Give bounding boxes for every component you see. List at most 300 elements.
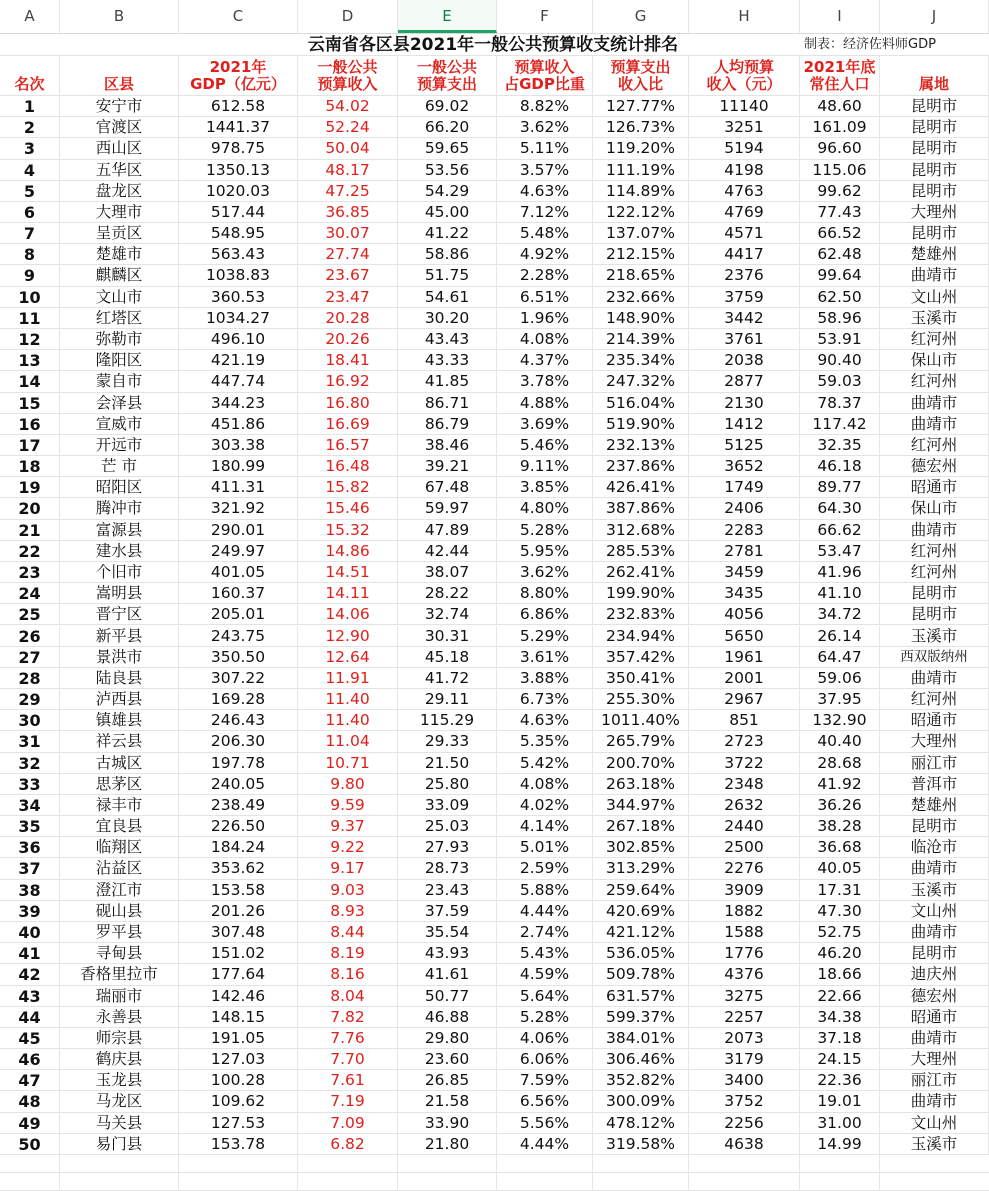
cell-expenditure[interactable]: 43.93: [398, 943, 497, 964]
cell-per_capita[interactable]: 3761: [689, 329, 800, 350]
cell-gdp[interactable]: 206.30: [179, 731, 298, 752]
cell-county[interactable]: 宜良县: [60, 816, 179, 837]
cell-revenue[interactable]: 14.06: [298, 604, 398, 625]
cell-rev_gdp[interactable]: 3.62%: [497, 562, 593, 583]
cell-per_capita[interactable]: 5194: [689, 138, 800, 159]
cell-population[interactable]: 41.92: [800, 774, 880, 795]
cell-county[interactable]: 安宁市: [60, 96, 179, 117]
cell-county[interactable]: 会泽县: [60, 393, 179, 414]
cell-population[interactable]: 99.62: [800, 181, 880, 202]
cell-population[interactable]: 90.40: [800, 350, 880, 371]
cell-expenditure[interactable]: 28.73: [398, 858, 497, 879]
cell-revenue[interactable]: 8.93: [298, 901, 398, 922]
cell-per_capita[interactable]: 3179: [689, 1049, 800, 1070]
cell-city[interactable]: 玉溪市: [880, 1134, 989, 1155]
cell-per_capita[interactable]: 2723: [689, 731, 800, 752]
cell-gdp[interactable]: 1441.37: [179, 117, 298, 138]
cell-city[interactable]: 大理州: [880, 731, 989, 752]
cell-exp_rev[interactable]: 319.58%: [593, 1134, 689, 1155]
cell-revenue[interactable]: 16.80: [298, 393, 398, 414]
cell-per_capita[interactable]: 2038: [689, 350, 800, 371]
cell-per_capita[interactable]: 1588: [689, 922, 800, 943]
cell-population[interactable]: 48.60: [800, 96, 880, 117]
column-header-a[interactable]: A: [0, 0, 60, 33]
cell-gdp[interactable]: 303.38: [179, 435, 298, 456]
cell-county[interactable]: 嵩明县: [60, 583, 179, 604]
cell-exp_rev[interactable]: 114.89%: [593, 181, 689, 202]
cell-per_capita[interactable]: 3759: [689, 287, 800, 308]
cell-rev_gdp[interactable]: 4.44%: [497, 1134, 593, 1155]
cell-per_capita[interactable]: 3909: [689, 880, 800, 901]
cell-population[interactable]: 47.30: [800, 901, 880, 922]
cell-population[interactable]: 96.60: [800, 138, 880, 159]
cell-population[interactable]: 66.62: [800, 520, 880, 541]
cell-revenue[interactable]: 20.28: [298, 308, 398, 329]
cell-per_capita[interactable]: 2001: [689, 668, 800, 689]
cell-population[interactable]: 24.15: [800, 1049, 880, 1070]
cell-revenue[interactable]: 6.82: [298, 1134, 398, 1155]
cell-rank[interactable]: 14: [0, 371, 60, 392]
cell-gdp[interactable]: 978.75: [179, 138, 298, 159]
cell-expenditure[interactable]: 69.02: [398, 96, 497, 117]
table-row[interactable]: [0, 520, 989, 541]
cell-rank[interactable]: 8: [0, 244, 60, 265]
cell-population[interactable]: 117.42: [800, 414, 880, 435]
cell-gdp[interactable]: 249.97: [179, 541, 298, 562]
cell-city[interactable]: 楚雄州: [880, 244, 989, 265]
cell-revenue[interactable]: 30.07: [298, 223, 398, 244]
cell-rank[interactable]: 37: [0, 858, 60, 879]
cell-per_capita[interactable]: 1749: [689, 477, 800, 498]
cell-exp_rev[interactable]: 247.32%: [593, 371, 689, 392]
cell-per_capita[interactable]: 4769: [689, 202, 800, 223]
cell-rank[interactable]: 38: [0, 880, 60, 901]
cell-expenditure[interactable]: 29.11: [398, 689, 497, 710]
cell-exp_rev[interactable]: 313.29%: [593, 858, 689, 879]
cell-rev_gdp[interactable]: 5.88%: [497, 880, 593, 901]
cell-per_capita[interactable]: 4056: [689, 604, 800, 625]
cell-revenue[interactable]: 14.11: [298, 583, 398, 604]
cell-gdp[interactable]: 307.48: [179, 922, 298, 943]
cell-per_capita[interactable]: 2877: [689, 371, 800, 392]
cell-city[interactable]: 曲靖市: [880, 1091, 989, 1112]
table-row[interactable]: [0, 689, 989, 710]
cell-revenue[interactable]: 54.02: [298, 96, 398, 117]
cell-revenue[interactable]: 7.76: [298, 1028, 398, 1049]
cell-expenditure[interactable]: 23.60: [398, 1049, 497, 1070]
cell-gdp[interactable]: 169.28: [179, 689, 298, 710]
cell-revenue[interactable]: 15.82: [298, 477, 398, 498]
cell-city[interactable]: 曲靖市: [880, 922, 989, 943]
cell-rank[interactable]: 26: [0, 626, 60, 647]
cell-population[interactable]: 22.66: [800, 986, 880, 1007]
cell-expenditure[interactable]: 23.43: [398, 880, 497, 901]
cell-expenditure[interactable]: 38.46: [398, 435, 497, 456]
cell-county[interactable]: 富源县: [60, 520, 179, 541]
cell-per_capita[interactable]: 5650: [689, 626, 800, 647]
cell-rev_gdp[interactable]: 3.85%: [497, 477, 593, 498]
cell-population[interactable]: 132.90: [800, 710, 880, 731]
cell-exp_rev[interactable]: 306.46%: [593, 1049, 689, 1070]
cell-revenue[interactable]: 8.44: [298, 922, 398, 943]
cell-county[interactable]: 蒙自市: [60, 371, 179, 392]
cell-per_capita[interactable]: 3400: [689, 1070, 800, 1091]
cell-expenditure[interactable]: 37.59: [398, 901, 497, 922]
cell-rev_gdp[interactable]: 5.56%: [497, 1113, 593, 1134]
cell-county[interactable]: 易门县: [60, 1134, 179, 1155]
cell-revenue[interactable]: 9.17: [298, 858, 398, 879]
cell-per_capita[interactable]: 3275: [689, 986, 800, 1007]
cell-gdp[interactable]: 353.62: [179, 858, 298, 879]
empty-row[interactable]: [0, 1173, 989, 1191]
cell-rev_gdp[interactable]: 4.14%: [497, 816, 593, 837]
cell-rev_gdp[interactable]: 5.35%: [497, 731, 593, 752]
cell-per_capita[interactable]: 3752: [689, 1091, 800, 1112]
table-row[interactable]: [0, 562, 989, 583]
cell-rev_gdp[interactable]: 3.57%: [497, 160, 593, 181]
cell-rank[interactable]: 47: [0, 1070, 60, 1091]
cell-rev_gdp[interactable]: 6.73%: [497, 689, 593, 710]
cell-rank[interactable]: 24: [0, 583, 60, 604]
cell-population[interactable]: 36.26: [800, 795, 880, 816]
header-city[interactable]: [880, 56, 989, 96]
cell-exp_rev[interactable]: 111.19%: [593, 160, 689, 181]
cell-gdp[interactable]: 226.50: [179, 816, 298, 837]
cell-per_capita[interactable]: 3442: [689, 308, 800, 329]
cell-revenue[interactable]: 10.71: [298, 753, 398, 774]
cell-per_capita[interactable]: 4571: [689, 223, 800, 244]
column-header-c[interactable]: C: [179, 0, 298, 33]
table-row[interactable]: [0, 371, 989, 392]
cell-rank[interactable]: 4: [0, 160, 60, 181]
cell-rank[interactable]: 19: [0, 477, 60, 498]
table-row[interactable]: [0, 774, 989, 795]
cell-city[interactable]: 西双版纳州: [880, 647, 989, 668]
cell-expenditure[interactable]: 86.71: [398, 393, 497, 414]
cell-per_capita[interactable]: 1412: [689, 414, 800, 435]
cell-population[interactable]: 40.05: [800, 858, 880, 879]
cell-exp_rev[interactable]: 631.57%: [593, 986, 689, 1007]
cell-city[interactable]: 昆明市: [880, 816, 989, 837]
cell-city[interactable]: 昭通市: [880, 710, 989, 731]
cell-city[interactable]: 曲靖市: [880, 520, 989, 541]
cell-expenditure[interactable]: 42.44: [398, 541, 497, 562]
header-population[interactable]: [800, 56, 880, 96]
header-gdp[interactable]: [179, 56, 298, 96]
cell-city[interactable]: 昆明市: [880, 223, 989, 244]
cell-county[interactable]: 文山市: [60, 287, 179, 308]
cell-population[interactable]: 77.43: [800, 202, 880, 223]
cell-revenue[interactable]: 12.64: [298, 647, 398, 668]
cell-city[interactable]: 玉溪市: [880, 308, 989, 329]
cell-expenditure[interactable]: 33.90: [398, 1113, 497, 1134]
cell-rev_gdp[interactable]: 6.51%: [497, 287, 593, 308]
cell-county[interactable]: 西山区: [60, 138, 179, 159]
cell-revenue[interactable]: 27.74: [298, 244, 398, 265]
cell-county[interactable]: 官渡区: [60, 117, 179, 138]
cell-revenue[interactable]: 48.17: [298, 160, 398, 181]
cell-county[interactable]: 砚山县: [60, 901, 179, 922]
cell-gdp[interactable]: 142.46: [179, 986, 298, 1007]
table-row[interactable]: [0, 435, 989, 456]
cell-population[interactable]: 89.77: [800, 477, 880, 498]
cell-county[interactable]: 麒麟区: [60, 265, 179, 286]
cell-county[interactable]: 开远市: [60, 435, 179, 456]
column-header-d[interactable]: D: [298, 0, 398, 33]
cell-population[interactable]: 59.06: [800, 668, 880, 689]
cell-county[interactable]: 沾益区: [60, 858, 179, 879]
cell-exp_rev[interactable]: 384.01%: [593, 1028, 689, 1049]
cell-per_capita[interactable]: 2967: [689, 689, 800, 710]
column-header-j[interactable]: J: [880, 0, 989, 33]
table-row[interactable]: [0, 456, 989, 477]
cell-expenditure[interactable]: 86.79: [398, 414, 497, 435]
table-row[interactable]: [0, 265, 989, 286]
cell-expenditure[interactable]: 41.61: [398, 964, 497, 985]
cell-population[interactable]: 64.30: [800, 498, 880, 519]
cell-population[interactable]: 36.68: [800, 837, 880, 858]
cell-city[interactable]: 德宏州: [880, 456, 989, 477]
cell-rev_gdp[interactable]: 5.01%: [497, 837, 593, 858]
cell-rank[interactable]: 31: [0, 731, 60, 752]
cell-rank[interactable]: 46: [0, 1049, 60, 1070]
cell-expenditure[interactable]: 33.09: [398, 795, 497, 816]
cell-city[interactable]: 大理州: [880, 1049, 989, 1070]
header-expenditure[interactable]: [398, 56, 497, 96]
cell-city[interactable]: 保山市: [880, 350, 989, 371]
cell-expenditure[interactable]: 59.97: [398, 498, 497, 519]
header-county[interactable]: [60, 56, 179, 96]
cell-county[interactable]: 大理市: [60, 202, 179, 223]
cell-gdp[interactable]: 243.75: [179, 626, 298, 647]
cell-city[interactable]: 昆明市: [880, 96, 989, 117]
table-row[interactable]: [0, 1070, 989, 1091]
cell-revenue[interactable]: 9.37: [298, 816, 398, 837]
cell-expenditure[interactable]: 21.80: [398, 1134, 497, 1155]
table-row[interactable]: [0, 138, 989, 159]
cell-city[interactable]: 曲靖市: [880, 858, 989, 879]
cell-rev_gdp[interactable]: 4.80%: [497, 498, 593, 519]
cell-gdp[interactable]: 350.50: [179, 647, 298, 668]
cell-rank[interactable]: 23: [0, 562, 60, 583]
cell-revenue[interactable]: 7.19: [298, 1091, 398, 1112]
cell-city[interactable]: 曲靖市: [880, 1028, 989, 1049]
cell-rev_gdp[interactable]: 8.80%: [497, 583, 593, 604]
cell-expenditure[interactable]: 39.21: [398, 456, 497, 477]
cell-rank[interactable]: 16: [0, 414, 60, 435]
cell-revenue[interactable]: 11.40: [298, 689, 398, 710]
cell-gdp[interactable]: 160.37: [179, 583, 298, 604]
cell-population[interactable]: 41.96: [800, 562, 880, 583]
cell-population[interactable]: 40.40: [800, 731, 880, 752]
cell-per_capita[interactable]: 4763: [689, 181, 800, 202]
cell-expenditure[interactable]: 43.33: [398, 350, 497, 371]
cell-gdp[interactable]: 151.02: [179, 943, 298, 964]
cell-gdp[interactable]: 451.86: [179, 414, 298, 435]
cell-rev_gdp[interactable]: 5.48%: [497, 223, 593, 244]
cell-revenue[interactable]: 11.40: [298, 710, 398, 731]
cell-gdp[interactable]: 109.62: [179, 1091, 298, 1112]
cell-per_capita[interactable]: 3435: [689, 583, 800, 604]
column-header-e[interactable]: E: [398, 0, 497, 33]
header-rank[interactable]: [0, 56, 60, 96]
cell-exp_rev[interactable]: 478.12%: [593, 1113, 689, 1134]
cell-gdp[interactable]: 1020.03: [179, 181, 298, 202]
cell-exp_rev[interactable]: 232.66%: [593, 287, 689, 308]
cell-expenditure[interactable]: 26.85: [398, 1070, 497, 1091]
cell-county[interactable]: 澄江市: [60, 880, 179, 901]
cell-rev_gdp[interactable]: 2.74%: [497, 922, 593, 943]
cell-city[interactable]: 文山州: [880, 287, 989, 308]
cell-population[interactable]: 17.31: [800, 880, 880, 901]
cell-exp_rev[interactable]: 387.86%: [593, 498, 689, 519]
cell-rank[interactable]: 36: [0, 837, 60, 858]
cell-exp_rev[interactable]: 516.04%: [593, 393, 689, 414]
cell-rank[interactable]: 10: [0, 287, 60, 308]
cell-expenditure[interactable]: 30.20: [398, 308, 497, 329]
cell-exp_rev[interactable]: 285.53%: [593, 541, 689, 562]
cell-city[interactable]: 大理州: [880, 202, 989, 223]
cell-rev_gdp[interactable]: 7.12%: [497, 202, 593, 223]
cell-per_capita[interactable]: 3652: [689, 456, 800, 477]
cell-city[interactable]: 玉溪市: [880, 880, 989, 901]
cell-revenue[interactable]: 23.47: [298, 287, 398, 308]
cell-county[interactable]: 红塔区: [60, 308, 179, 329]
cell-rank[interactable]: 50: [0, 1134, 60, 1155]
cell-gdp[interactable]: 205.01: [179, 604, 298, 625]
cell-rank[interactable]: 5: [0, 181, 60, 202]
cell-city[interactable]: 玉溪市: [880, 626, 989, 647]
cell-expenditure[interactable]: 50.77: [398, 986, 497, 1007]
cell-gdp[interactable]: 421.19: [179, 350, 298, 371]
cell-rank[interactable]: 35: [0, 816, 60, 837]
cell-gdp[interactable]: 447.74: [179, 371, 298, 392]
cell-expenditure[interactable]: 25.80: [398, 774, 497, 795]
table-row[interactable]: [0, 287, 989, 308]
cell-rank[interactable]: 29: [0, 689, 60, 710]
cell-population[interactable]: 53.47: [800, 541, 880, 562]
cell-population[interactable]: 46.18: [800, 456, 880, 477]
cell-city[interactable]: 红河州: [880, 435, 989, 456]
cell-rank[interactable]: 11: [0, 308, 60, 329]
cell-county[interactable]: 宣威市: [60, 414, 179, 435]
cell-revenue[interactable]: 8.04: [298, 986, 398, 1007]
cell-gdp[interactable]: 127.03: [179, 1049, 298, 1070]
cell-expenditure[interactable]: 41.72: [398, 668, 497, 689]
cell-revenue[interactable]: 36.85: [298, 202, 398, 223]
cell-exp_rev[interactable]: 255.30%: [593, 689, 689, 710]
cell-rank[interactable]: 1: [0, 96, 60, 117]
cell-exp_rev[interactable]: 344.97%: [593, 795, 689, 816]
cell-population[interactable]: 38.28: [800, 816, 880, 837]
cell-county[interactable]: 祥云县: [60, 731, 179, 752]
cell-rev_gdp[interactable]: 4.63%: [497, 181, 593, 202]
cell-revenue[interactable]: 20.26: [298, 329, 398, 350]
cell-county[interactable]: 晋宁区: [60, 604, 179, 625]
cell-rev_gdp[interactable]: 3.69%: [497, 414, 593, 435]
cell-gdp[interactable]: 177.64: [179, 964, 298, 985]
cell-county[interactable]: 师宗县: [60, 1028, 179, 1049]
cell-population[interactable]: 37.95: [800, 689, 880, 710]
cell-population[interactable]: 62.50: [800, 287, 880, 308]
cell-per_capita[interactable]: 4376: [689, 964, 800, 985]
cell-exp_rev[interactable]: 235.34%: [593, 350, 689, 371]
cell-gdp[interactable]: 153.78: [179, 1134, 298, 1155]
cell-gdp[interactable]: 1038.83: [179, 265, 298, 286]
cell-population[interactable]: 32.35: [800, 435, 880, 456]
cell-rank[interactable]: 28: [0, 668, 60, 689]
cell-gdp[interactable]: 321.92: [179, 498, 298, 519]
cell-expenditure[interactable]: 30.31: [398, 626, 497, 647]
table-row[interactable]: [0, 964, 989, 985]
cell-exp_rev[interactable]: 262.41%: [593, 562, 689, 583]
cell-rank[interactable]: 45: [0, 1028, 60, 1049]
cell-rank[interactable]: 44: [0, 1007, 60, 1028]
cell-rank[interactable]: 6: [0, 202, 60, 223]
cell-gdp[interactable]: 184.24: [179, 837, 298, 858]
table-row[interactable]: [0, 414, 989, 435]
cell-expenditure[interactable]: 41.22: [398, 223, 497, 244]
cell-exp_rev[interactable]: 122.12%: [593, 202, 689, 223]
cell-per_capita[interactable]: 4198: [689, 160, 800, 181]
table-title[interactable]: 云南省各区县2021年一般公共预算收支统计排名: [307, 35, 679, 55]
cell-rank[interactable]: 15: [0, 393, 60, 414]
cell-expenditure[interactable]: 54.29: [398, 181, 497, 202]
cell-population[interactable]: 161.09: [800, 117, 880, 138]
cell-revenue[interactable]: 8.16: [298, 964, 398, 985]
cell-city[interactable]: 红河州: [880, 371, 989, 392]
cell-county[interactable]: 五华区: [60, 160, 179, 181]
cell-city[interactable]: 红河州: [880, 541, 989, 562]
cell-expenditure[interactable]: 21.58: [398, 1091, 497, 1112]
cell-rank[interactable]: 7: [0, 223, 60, 244]
table-row[interactable]: [0, 1028, 989, 1049]
cell-population[interactable]: 64.47: [800, 647, 880, 668]
table-row[interactable]: [0, 181, 989, 202]
cell-per_capita[interactable]: 3722: [689, 753, 800, 774]
cell-rank[interactable]: 41: [0, 943, 60, 964]
cell-gdp[interactable]: 344.23: [179, 393, 298, 414]
cell-per_capita[interactable]: 3459: [689, 562, 800, 583]
cell-city[interactable]: 曲靖市: [880, 668, 989, 689]
table-row[interactable]: [0, 477, 989, 498]
cell-revenue[interactable]: 15.46: [298, 498, 398, 519]
cell-city[interactable]: 昭通市: [880, 477, 989, 498]
cell-exp_rev[interactable]: 302.85%: [593, 837, 689, 858]
cell-expenditure[interactable]: 67.48: [398, 477, 497, 498]
cell-city[interactable]: 曲靖市: [880, 393, 989, 414]
table-row[interactable]: [0, 1049, 989, 1070]
cell-gdp[interactable]: 191.05: [179, 1028, 298, 1049]
cell-city[interactable]: 丽江市: [880, 1070, 989, 1091]
cell-exp_rev[interactable]: 259.64%: [593, 880, 689, 901]
cell-rank[interactable]: 22: [0, 541, 60, 562]
cell-rev_gdp[interactable]: 2.59%: [497, 858, 593, 879]
cell-rev_gdp[interactable]: 4.63%: [497, 710, 593, 731]
cell-rank[interactable]: 43: [0, 986, 60, 1007]
table-row[interactable]: [0, 308, 989, 329]
cell-population[interactable]: 52.75: [800, 922, 880, 943]
cell-revenue[interactable]: 50.04: [298, 138, 398, 159]
cell-population[interactable]: 59.03: [800, 371, 880, 392]
cell-per_capita[interactable]: 2130: [689, 393, 800, 414]
header-rev_gdp[interactable]: [497, 56, 593, 96]
cell-county[interactable]: 芒 市: [60, 456, 179, 477]
cell-exp_rev[interactable]: 232.83%: [593, 604, 689, 625]
cell-exp_rev[interactable]: 237.86%: [593, 456, 689, 477]
cell-rank[interactable]: 39: [0, 901, 60, 922]
cell-rank[interactable]: 30: [0, 710, 60, 731]
